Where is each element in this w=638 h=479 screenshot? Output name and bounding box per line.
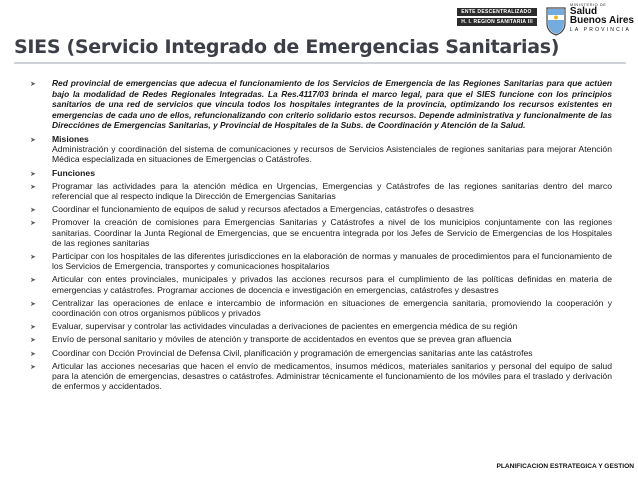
funcion-text: Programar las actividades para la atención médica en Urgencias, Emergencias y Catástrofes de las regiones sanitarias dentro del marco referencial que al respecto indique la Dirección de Emergencias Sanitarias [52,180,612,201]
logo-region-label: H. I. REGION SANITARIA III [457,18,537,26]
bullet-arrow-icon: ➤ [30,324,36,332]
misiones-block [52,134,612,165]
logo-ministerio: MINISTERIO DE [569,2,607,7]
list-item [30,181,612,201]
funcion-text: Articular las acciones necesarias que hacen el envío de medicamentos, insumos médicos, materiales sanitarios y personal del equipo de salud para la atención de emergencias, desastres o catástrofes. Administrar técnicamente el funcionamiento de los móviles para el traslado y derivación de enfermos y accidentados. [52,360,612,392]
logo-salud: Salud [569,6,598,17]
funcion-text: Centralizar las operaciones de enlace e intercambio de información en situaciones de emergencia sanitaria, promoviendo la cooperación y coordinación con otros organismos públicos y privados [52,297,612,319]
list-item [30,361,612,392]
funcion-text: Coordinar el funcionamiento de equipos de salud y recursos afectados a Emergencias, catástrofes o desastres [52,204,474,215]
list-item-misiones [30,134,612,165]
footer-label: PLANIFICACION ESTRATEGICA Y GESTION [496,463,634,470]
list-item-funciones [30,168,612,178]
bullet-arrow-icon: ➤ [30,350,36,358]
bullet-arrow-icon: ➤ [30,136,36,144]
bullet-arrow-icon: ➤ [30,337,36,345]
misiones-heading: Misiones [52,133,89,144]
bullet-arrow-icon: ➤ [30,81,36,88]
list-item [30,334,612,344]
funcion-text: Participar con los hospitales de las diferentes jurisdicciones en la elaboración de normas y manuales de procedimientos para el funcionamiento de los Servicios de Emergencia, transportes y comunicaciones hospitalarios [52,251,612,272]
list-item [30,321,612,331]
bullet-arrow-icon: ➤ [30,220,36,228]
bullet-arrow-icon: ➤ [30,254,36,261]
logo-buenos-aires: Buenos Aires [569,15,634,26]
funcion-text: Articular con entes provinciales, municipales y privados las acciones recursos para el cumplimiento de las políticas definidas en materia de emergencias y catástrofes. Programar acciones de docencia e investigación en emergencias, catástrofes y desastres [52,274,612,295]
province-seal-icon [545,6,567,36]
list-item [30,217,612,248]
funcion-text: Envío de personal sanitario y móviles de atención y transporte de accidentados en eventos que se prevea gran afluencia [52,334,512,345]
bullet-list [30,78,612,394]
list-item [30,251,612,271]
bullet-arrow-icon: ➤ [30,277,36,285]
bullet-arrow-icon: ➤ [30,207,36,215]
misiones-text: Administración y coordinación del sistema de comunicaciones y recursos de Servicios Asistenciales de regiones sanitarias para mejorar Atención Médica especializada en situaciones de Emergencias o Catástrofes. [52,144,612,165]
logo-bars [457,8,537,26]
list-item [30,204,612,214]
bullet-arrow-icon: ➤ [30,183,36,191]
funcion-text: Promover la creación de comisiones para Emergencias Sanitarias y Catástrofes a nivel de los municipios conjuntamente con las regiones sanitarias. Coordinar la Junta Regional de Emergencias, que se encuentra integrada por los Jefes de Servicio de Emergencias de los Hospitales de las regiones sanitarias [52,217,612,248]
logo-text [570,2,634,33]
logo-provincia: LA PROVINCIA [569,27,632,33]
bullet-arrow-icon: ➤ [30,363,36,371]
intro-text: Red provincial de emergencias que adecua el funcionamiento de los Servicios de Emergencia de las Regiones Sanitarias para que actúen bajo la modalidad de Redes Regionales Integradas. La Res.4117/03 brinda el marco legal, para que el SIES funcione con los principios sanitarios de una red de servicios que vincula todos los hospitales integrantes de la provincia, optimizando los recursos existentes en emergencias de cada uno de ellos, refuncionalizando con criterio solidario estos recursos. Depende administrativa y funcionalmente de las Direcciónes de Emergencias Sanitarias, y Provincial de Hospitales de la Subs. de Coordinación y Atención de la Salud. [52,78,612,131]
logo-ente-label: ENTE DESCENTRALIZADO [457,8,537,16]
funcion-text: Evaluar, supervisar y controlar las actividades vinculadas a derivaciones de pacientes en emergencia médica de su región [52,321,518,332]
list-item [30,274,612,294]
page-title: SIES (Servicio Integrado de Emergencias Sanitarias) [14,36,560,58]
list-item [30,298,612,318]
bullet-arrow-icon: ➤ [30,300,36,308]
list-item-intro [30,78,612,131]
funciones-heading: Funciones [52,167,95,178]
list-item [30,348,612,358]
funcion-text: Coordinar con Dcción Provincial de Defensa Civil, planificación y programación de emergencias sanitarias ante las catástrofes [52,347,533,358]
bullet-arrow-icon: ➤ [30,170,36,178]
title-divider [14,62,626,64]
